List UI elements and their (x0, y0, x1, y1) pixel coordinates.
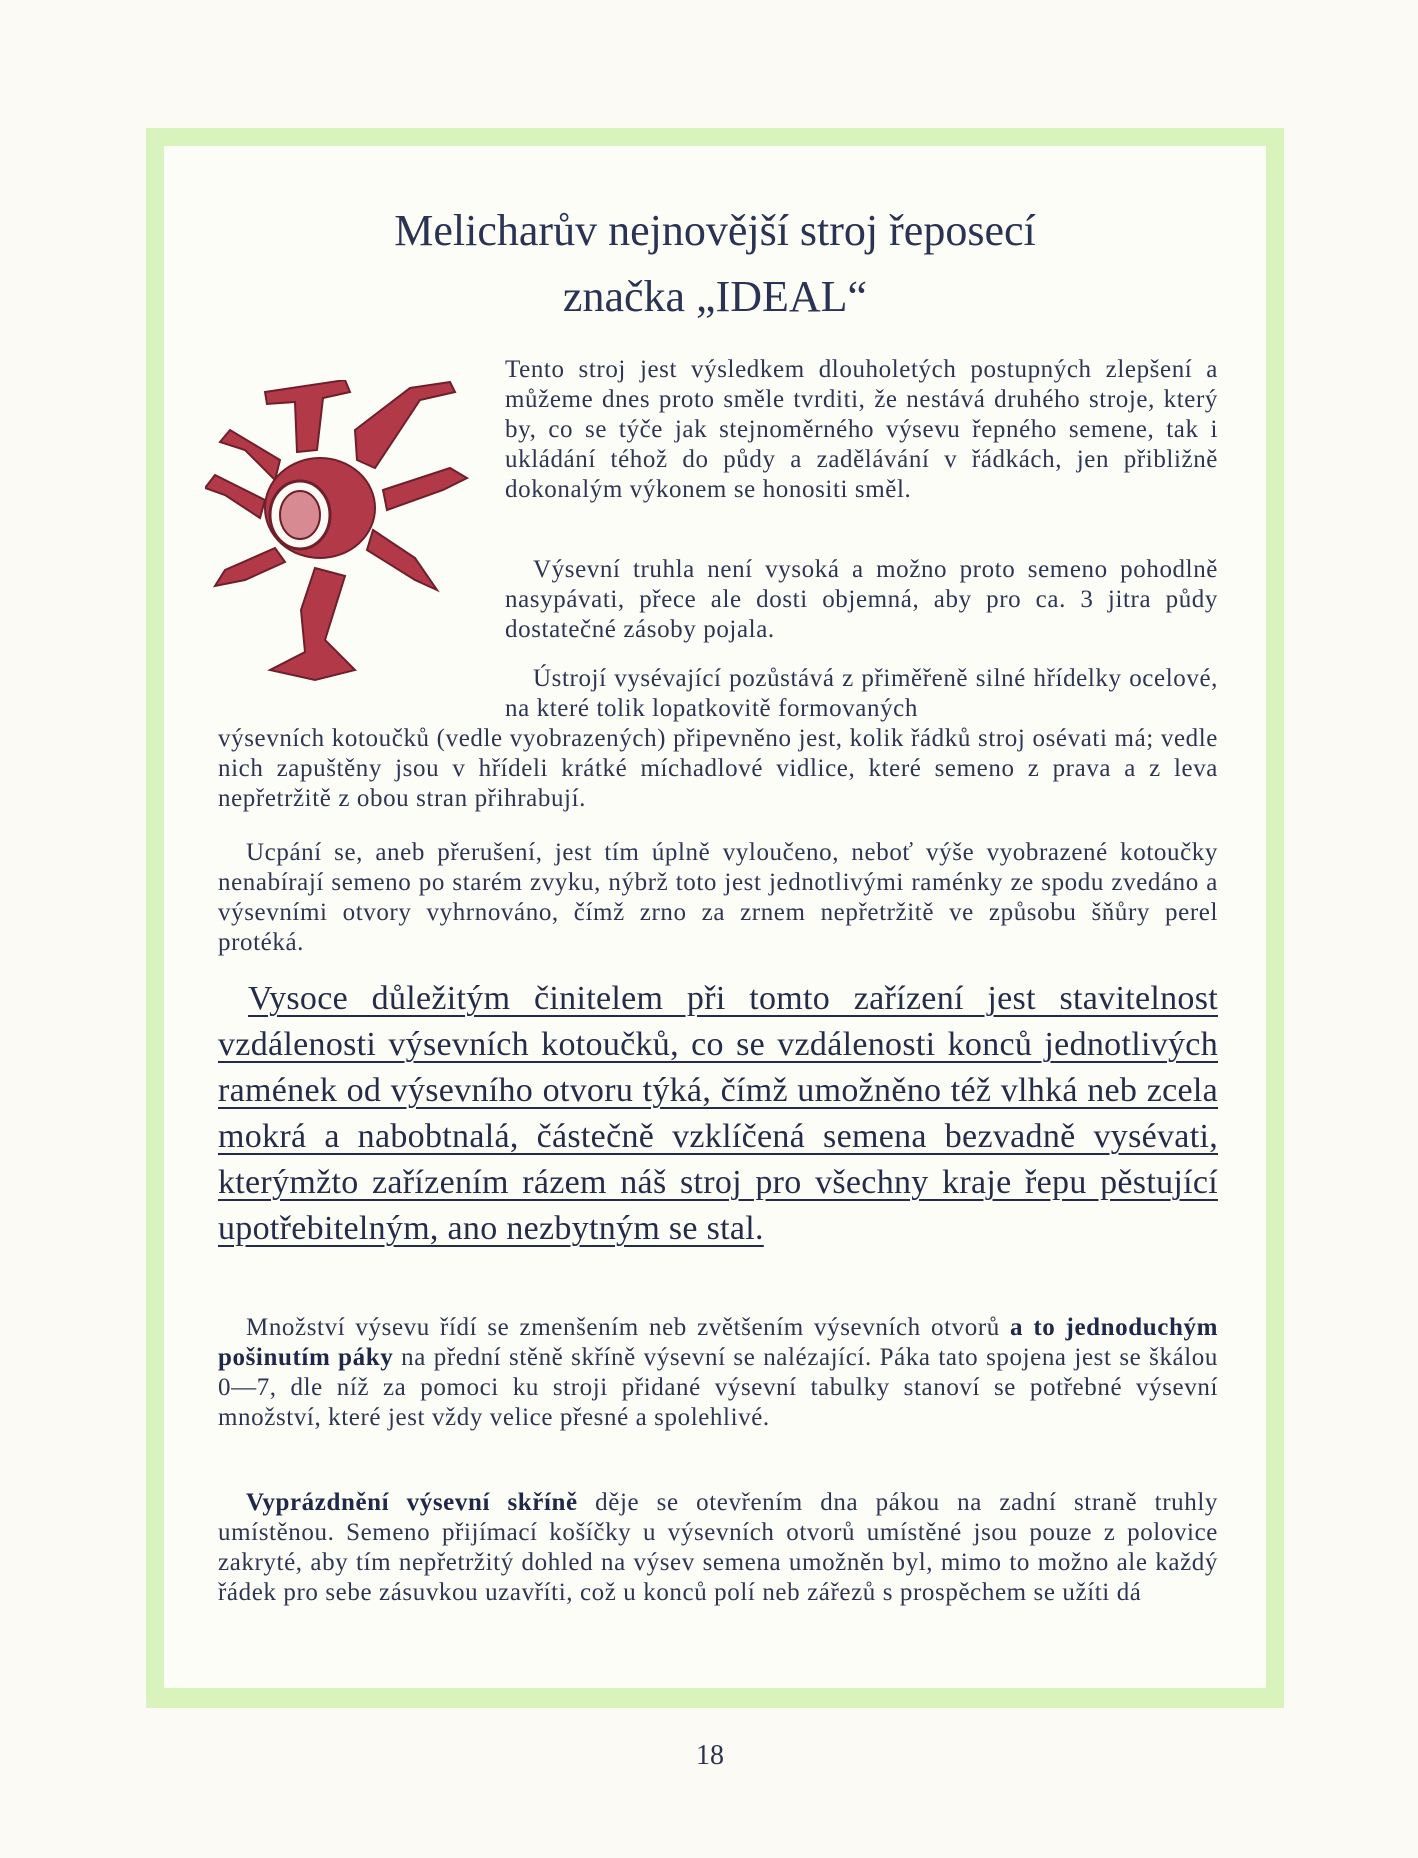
paragraph-sowing-mechanism-start: Ústrojí vysévající pozůstává z přiměřeně silné hřídelky ocelové, na které tolik lopatkovitě formovaných (505, 665, 1218, 722)
page-number: 18 (696, 1740, 724, 1771)
emphasized-paragraph (218, 976, 1218, 1252)
emptying-text: děje se otevřením dna pákou na zadní straně truhly umístěnou. Semeno přijímací košíčky u výsevních otvorů umístěné jsou pouze z polovice zakryté, aby tím nepřetržitý dohled na výsev semena umožněn byl, mimo to možno ale každý řádek pro sebe zásuvkou uzavříti, což u konců polí neb zářezů s prospěchem se užíti dá (218, 1489, 1218, 1606)
page-title (164, 198, 1266, 330)
paragraph-sowing-quantity (218, 1313, 1218, 1433)
sowing-quantity-text-2: na přední stěně skříně výsevní se nalézající. Páka tato spojena jest se škálou 0—7, dle níž za pomoci ku stroji přidané výsevní tabulky stanoví se potřebné výsevní množství, které jest vždy velice přesné a spolehlivé. (218, 1344, 1218, 1431)
paragraph-sowing-mechanism (218, 664, 1218, 814)
seed-disc-illustration-icon (205, 380, 505, 685)
paragraph-clogging: Ucpání se, aneb přerušení, jest tím úplně vyloučeno, neboť výše vyobrazené kotoučky nenabírají semeno po starém zvyku, nýbrž toto jest jednotlivými raménky ze spodu zvedáno a výsevními otvory vyhrnováno, čímž zrno za zrnem nepřetržitě ve způsobu šňůry perel protéká. (218, 839, 1218, 956)
emptying-bold: Vyprázdnění výsevní skříně (246, 1489, 578, 1516)
paragraph-sowing-mechanism-rest: výsevních kotoučků (vedle vyobrazených) připevněno jest, kolik řádků stroj osévati má; vedle nich zapuštěny jsou v hřídeli krátké míchadlové vidlice, které semeno z prava a z leva nepřetržitě z obou stran přihrabují. (218, 725, 1218, 812)
paragraph-intro: Tento stroj jest výsledkem dlouholetých postupných zlepšení a můžeme dnes proto směle tvrditi, že nestává druhého stroje, který by, co se týče jak stejnoměrného výsevu řepného semene, tak i ukládání téhož do půdy a zadělávání v řádkách, jen přibližně dokonalým výkonem se honositi směl. (505, 356, 1218, 503)
sowing-quantity-bold: a to jednoduchým pošinutím páky (218, 1314, 1218, 1371)
emphasized-text: Vysoce důležitým činitelem při tomto zařízení jest stavitelnost vzdálenosti výsevních kotoučků, co se vzdálenosti konců jednotlivých ramének od výsevního otvoru týká, čímž umožněno též vlhká neb zcela mokrá a nabobtnalá, částečně vzklíčená semena bezvadně vysévati, kterýmžto zařízením rázem náš stroj pro všechny kraje řepu pěstující upotřebitelným, ano nezbytným se stal. (218, 980, 1218, 1247)
title-line-1: Melicharův nejnovější stroj řeposecí (394, 206, 1036, 255)
title-line-2: značka „IDEAL“ (562, 272, 868, 321)
paragraph-emptying (218, 1488, 1218, 1608)
sowing-quantity-text-1: Množství výsevu řídí se zmenšením neb zvětšením výsevních otvorů (246, 1314, 1011, 1341)
paragraph-seed-box: Výsevní truhla není vysoká a možno proto semeno pohodlně nasypávati, přece ale dosti objemná, aby pro ca. 3 jitra půdy dostatečné zásoby pojala. (505, 556, 1218, 643)
